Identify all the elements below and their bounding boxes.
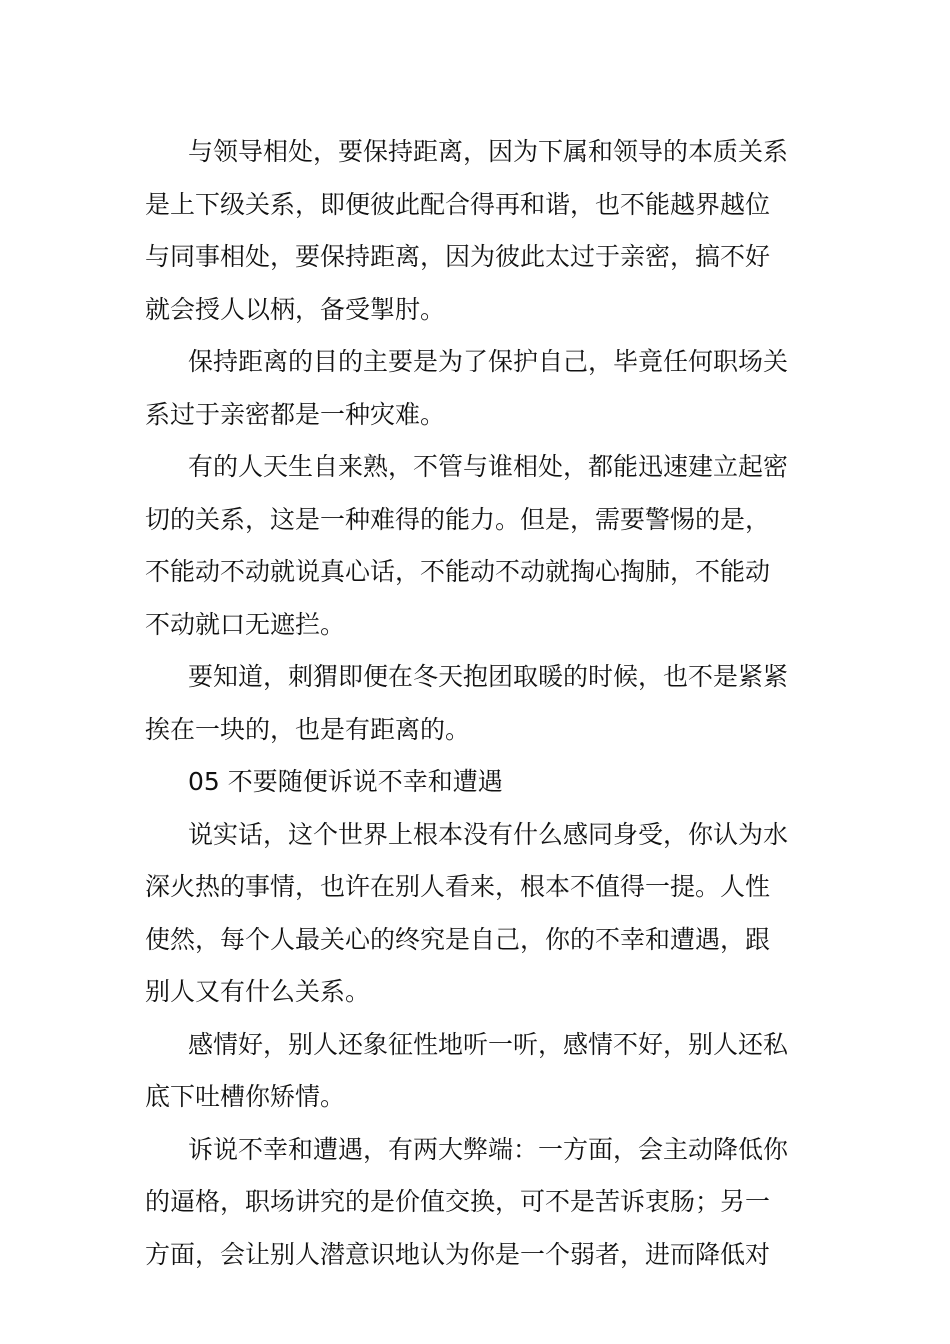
paragraph-line: 切的关系，这是一种难得的能力。但是，需要警惕的是， (145, 504, 771, 534)
paragraph-line: 不动就口无遮拦。 (145, 609, 346, 639)
paragraph-line: 要知道，刺猬即便在冬天抱团取暖的时候，也不是紧紧 (188, 662, 789, 691)
paragraph-line: 的逼格，职场讲究的是价值交换，可不是苦诉衷肠；另一 (145, 1187, 771, 1216)
paragraph-others-reaction (145, 1019, 810, 1124)
paragraph-keep-distance-leader-colleague (145, 126, 810, 336)
section-heading: 05 不要随便诉说不幸和遭遇 (188, 767, 503, 796)
paragraph-line: 挨在一块的，也是有距离的。 (145, 714, 471, 744)
paragraph-no-empathy (145, 809, 810, 1019)
paragraph-line: 系过于亲密都是一种灾难。 (145, 399, 446, 429)
paragraph-line: 是上下级关系，即便彼此配合得再和谐，也不能越界越位 (145, 189, 771, 219)
paragraph-line: 有的人天生自来熟，不管与谁相处，都能迅速建立起密 (188, 452, 789, 481)
paragraph-line: 不能动不动就说真心话，不能动不动就掏心掏肺，不能动 (145, 557, 771, 586)
paragraph-line: 诉说不幸和遭遇，有两大弊端：一方面，会主动降低你 (188, 1134, 789, 1164)
paragraph-line: 说实话，这个世界上根本没有什么感同身受，你认为水 (188, 819, 789, 849)
document-body (145, 126, 810, 1281)
paragraph-line: 使然，每个人最关心的终究是自己，你的不幸和遭遇，跟 (145, 924, 771, 954)
paragraph-natural-sociability (145, 441, 810, 651)
paragraph-line: 就会授人以柄，备受掣肘。 (145, 294, 446, 324)
paragraph-hedgehog-analogy (145, 651, 810, 756)
paragraph-line: 与同事相处，要保持距离，因为彼此太过于亲密，搞不好 (145, 242, 771, 271)
paragraph-line: 别人又有什么关系。 (145, 977, 371, 1006)
paragraph-line: 方面，会让别人潜意识地认为你是一个弱者，进而降低对 (145, 1239, 771, 1269)
paragraph-two-drawbacks (145, 1124, 810, 1282)
paragraph-line: 底下吐槽你矫情。 (145, 1082, 346, 1111)
paragraph-line: 深火热的事情，也许在别人看来，根本不值得一提。人性 (145, 872, 771, 901)
paragraph-line: 保持距离的目的主要是为了保护自己，毕竟任何职场关 (188, 347, 789, 376)
section-heading-05 (145, 756, 810, 809)
paragraph-line: 与领导相处，要保持距离，因为下属和领导的本质关系 (188, 137, 789, 166)
paragraph-line: 感情好，别人还象征性地听一听，感情不好，别人还私 (188, 1029, 789, 1059)
paragraph-purpose-of-distance (145, 336, 810, 441)
